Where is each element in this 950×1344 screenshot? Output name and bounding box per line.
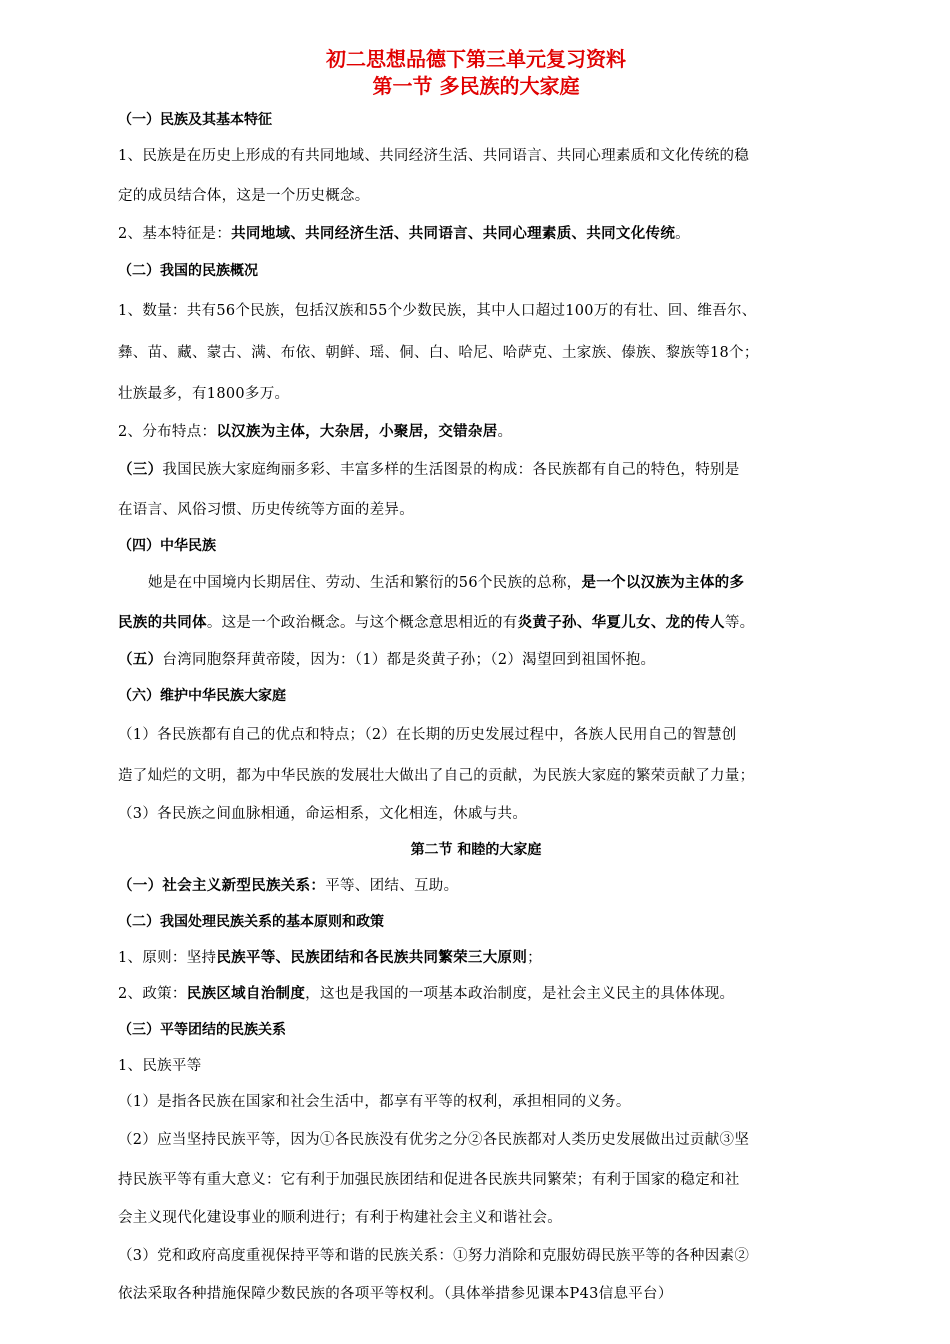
heading-ethnic-features: （一）民族及其基本特征 <box>118 112 272 128</box>
paragraph-line: 她是在中国境内长期居住、劳动、生活和繁衍的56个民族的总称，是一个以汉族为主体的多 <box>148 575 745 591</box>
paragraph-line: （三）我国民族大家庭绚丽多彩、丰富多样的生活图景的构成：各民族都有自己的特色，特别是 <box>118 462 740 478</box>
paragraph-line: 1、数量：共有56个民族，包括汉族和55个少数民族，其中人口超过100万的有壮、回、维吾尔、 <box>118 303 757 319</box>
document-page <box>118 46 834 1312</box>
paragraph-line: （2）应当坚持民族平等，因为①各民族没有优劣之分②各民族都对人类历史发展做出过贡献③坚 <box>118 1132 750 1148</box>
paragraph-line: （3）各民族之间血脉相通，命运相系，文化相连，休戚与共。 <box>118 806 528 822</box>
paragraph-line: 在语言、风俗习惯、历史传统等方面的差异。 <box>118 502 414 518</box>
document-title: 初二思想品德下第三单元复习资料 <box>326 47 626 71</box>
paragraph-line: 持民族平等有重大意义：它有利于加强民族团结和促进各民族共同繁荣；有利于国家的稳定和社 <box>118 1172 740 1188</box>
paragraph-line: 会主义现代化建设事业的顺利进行；有利于构建社会主义和谐社会。 <box>118 1210 562 1226</box>
paragraph-line: 2、分布特点：以汉族为主体，大杂居，小聚居，交错杂居。 <box>118 424 513 440</box>
paragraph-line: （1）是指各民族在国家和社会生活中，都享有平等的权利，承担相同的义务。 <box>118 1094 631 1110</box>
paragraph-line: 2、基本特征是：共同地域、共同经济生活、共同语言、共同心理素质、共同文化传统。 <box>118 226 690 242</box>
section-one-title: 第一节 多民族的大家庭 <box>372 74 580 98</box>
heading-equal-relations: （三）平等团结的民族关系 <box>118 1022 286 1038</box>
heading-china-ethnic-overview: （二）我国的民族概况 <box>118 263 258 279</box>
section-two-title: 第二节 和睦的大家庭 <box>410 842 542 858</box>
paragraph-line: 定的成员结合体，这是一个历史概念。 <box>118 188 370 204</box>
heading-principles-policies: （二）我国处理民族关系的基本原则和政策 <box>118 914 384 930</box>
paragraph-line: （五）台湾同胞祭拜黄帝陵，因为：（1）都是炎黄子孙；（2）渴望回到祖国怀抱。 <box>118 652 656 668</box>
paragraph-line: 造了灿烂的文明，都为中华民族的发展壮大做出了自己的贡献，为民族大家庭的繁荣贡献了力量； <box>118 768 755 784</box>
paragraph-line: 1、民族平等 <box>118 1058 202 1074</box>
paragraph-line: （1）各民族都有自己的优点和特点；（2）在长期的历史发展过程中，各族人民用自己的智慧创 <box>118 727 737 743</box>
paragraph-line: 1、原则：坚持民族平等、民族团结和各民族共同繁荣三大原则； <box>118 950 542 966</box>
paragraph-line: （一）社会主义新型民族关系：平等、团结、互助。 <box>118 878 459 894</box>
paragraph-line: （3）党和政府高度重视保持平等和谐的民族关系：①努力消除和克服妨碍民族平等的各种因素② <box>118 1248 750 1264</box>
heading-chinese-nation: （四）中华民族 <box>118 538 216 554</box>
paragraph-line: 依法采取各种措施保障少数民族的各项平等权利。（具体举措参见课本P43信息平台） <box>118 1286 673 1302</box>
paragraph-line: 民族的共同体。这是一个政治概念。与这个概念意思相近的有炎黄子孙、华夏儿女、龙的传人等。 <box>118 615 755 631</box>
paragraph-line: 彝、苗、藏、蒙古、满、布依、朝鲜、瑶、侗、白、哈尼、哈萨克、土家族、傣族、黎族等18个； <box>118 345 759 361</box>
paragraph-line: 2、政策：民族区域自治制度，这也是我国的一项基本政治制度，是社会主义民主的具体体现。 <box>118 986 735 1002</box>
paragraph-line: 壮族最多，有1800多万。 <box>118 386 290 402</box>
paragraph-line: 1、民族是在历史上形成的有共同地域、共同经济生活、共同语言、共同心理素质和文化传统的稳 <box>118 148 750 164</box>
heading-maintain-family: （六）维护中华民族大家庭 <box>118 688 286 704</box>
